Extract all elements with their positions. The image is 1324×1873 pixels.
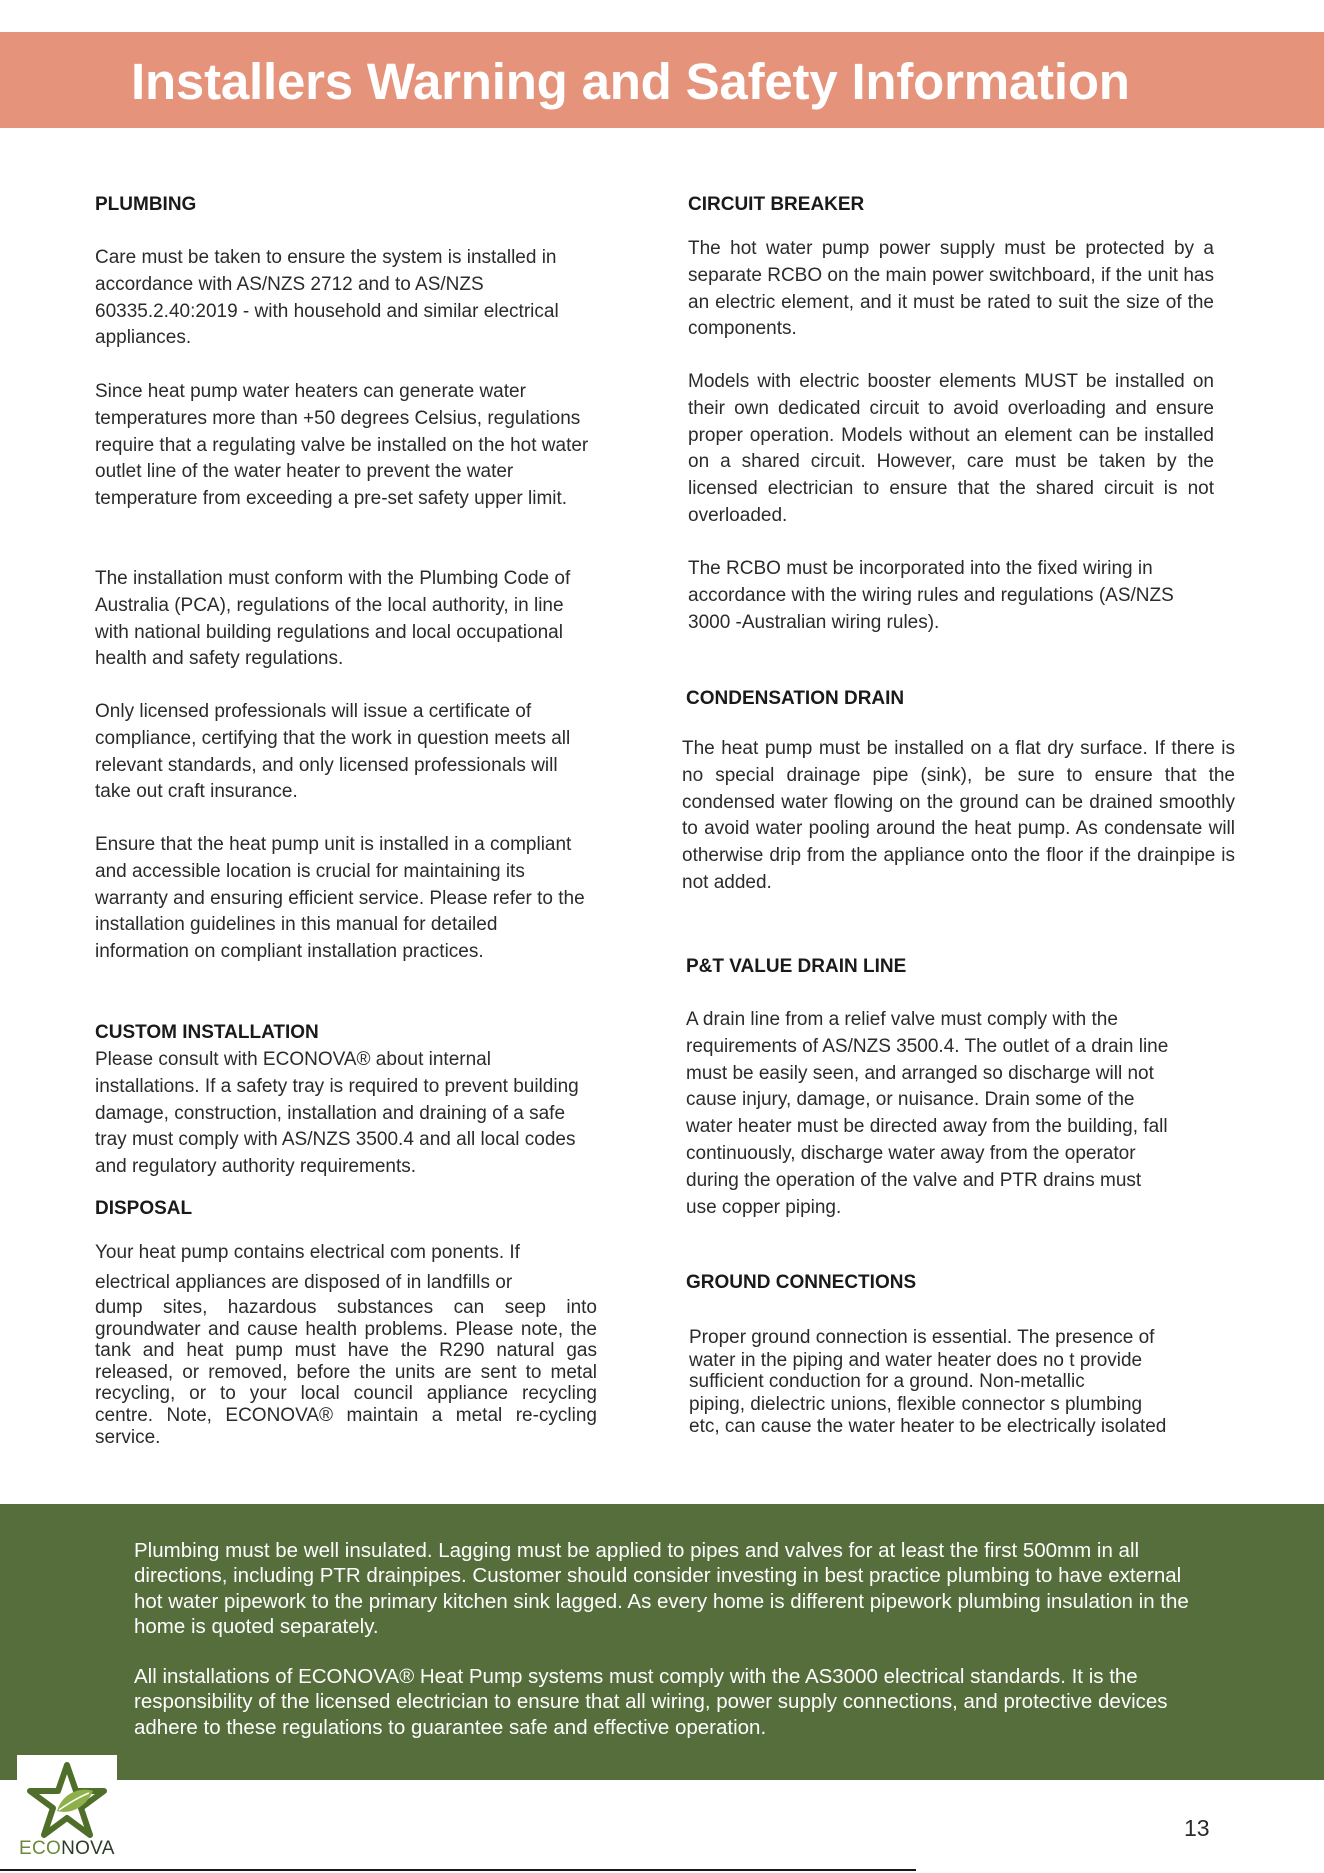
insulation-notice-paragraph: Plumbing must be well insulated. Lagging must be applied to pipes and valves for at least the first 500mm in all directions, including PTR drainpipes. Customer should consider investing in best practice plumbing to have external hot water pipework to the primary kitchen sink lagged. As every home is different pipework plumbing insulation in the home is quoted separately. (134, 1539, 1189, 1639)
custom-installation-heading: CUSTOM INSTALLATION (95, 1022, 319, 1043)
condensation-drain-heading: CONDENSATION DRAIN (686, 688, 905, 709)
ground-line-5: etc, can cause the water heater to be electrically isolated (689, 1416, 1167, 1437)
plumbing-paragraph-5: Ensure that the heat pump unit is installed in a compliant and accessible location is crucial for maintaining its warranty and ensuring efficient service. Please refer to the installation guidelines in this manual for detailed information on compliant installation practices. (95, 834, 585, 963)
plumbing-paragraph-4: Only licensed professionals will issue a certificate of compliance, certifying that the work in question meets all relevant standards, and only licensed professionals will take out craft insurance. (95, 701, 571, 803)
disposal-heading: DISPOSAL (95, 1198, 193, 1219)
logo-nova: NOVA (61, 1838, 115, 1859)
disposal-line-1: Your heat pump contains electrical com ponents. If (95, 1242, 520, 1263)
custom-installation-paragraph: Please consult with ECONOVA® about internal installations. If a safety tray is required to prevent building damage, construction, installation and draining of a safe tray must comply with AS/NZS 3500.4 and all local codes and regulatory authority requirements. (95, 1049, 579, 1178)
bottom-rule (0, 1869, 916, 1871)
circuit-breaker-paragraph-1: The hot water pump power supply must be protected by a separate RCBO on the main power switchboard, if the unit has an electric element, and it must be rated to suit the size of the components. (688, 238, 1214, 340)
disposal-paragraph: dump sites, hazardous substances can seep into groundwater and cause health problems. Please note, the tank and heat pump must have the R290 natural gas released, or removed, before the units are sent to metal recycling, or to your local council appliance recycling centre. Note, ECONOVA® maintain a metal re-cycling service. (95, 1297, 597, 1448)
insulation-notice-band (0, 1504, 1324, 1780)
ground-line-1: Proper ground connection is essential. The presence of (689, 1327, 1155, 1348)
pt-valve-paragraph: A drain line from a relief valve must comply with the requirements of AS/NZS 3500.4. The outlet of a drain line must be easily seen, and arranged so discharge will not cause injury, damage, or nuisance. Drain some of the water heater must be directed away from the building, fall continuously, discharge water away from the operator during the operation of the valve and PTR drains must use copper piping. (686, 1009, 1169, 1218)
ground-connections-heading: GROUND CONNECTIONS (686, 1272, 917, 1293)
star-leaf-icon (27, 1761, 107, 1841)
plumbing-paragraph-1: Care must be taken to ensure the system is installed in accordance with AS/NZS 2712 and to AS/NZS 60335.2.40:2019 - with household and similar electrical appliances. (95, 247, 559, 349)
ground-line-2: water in the piping and water heater does no t provide (689, 1350, 1143, 1371)
ground-line-4: piping, dielectric unions, flexible connector s plumbing (689, 1394, 1143, 1415)
title-banner (0, 32, 1324, 128)
page-title: Installers Warning and Safety Information (131, 53, 1130, 110)
logo-eco: ECO (19, 1838, 62, 1859)
circuit-breaker-paragraph-3: The RCBO must be incorporated into the fixed wiring in accordance with the wiring rules and regulations (AS/NZS 3000 -Australian wiring rules). (688, 558, 1174, 633)
plumbing-heading: PLUMBING (95, 194, 197, 215)
ground-line-3: sufficient conduction for a ground. Non-metallic (689, 1371, 1085, 1392)
electrical-standards-paragraph: All installations of ECONOVA® Heat Pump systems must comply with the AS3000 electrical standards. It is the responsibility of the licensed electrician to ensure that all wiring, power supply connections, and protective devices adhere to these regulations to guarantee safe and effective operation. (134, 1665, 1168, 1739)
circuit-breaker-heading: CIRCUIT BREAKER (688, 194, 865, 215)
circuit-breaker-paragraph-2: Models with electric booster elements MUST be installed on their own dedicated circuit to avoid overloading and ensure proper operation. Models without an element can be installed on a shared circuit. However, care must be taken by the licensed electrician to ensure that the shared circuit is not overloaded. (688, 371, 1214, 526)
condensation-drain-paragraph: The heat pump must be installed on a flat dry surface. If there is no special drainage pipe (sink), be sure to ensure that the condensed water flowing on the ground can be drained smoothly to avoid water pooling around the heat pump. As condensate will otherwise drip from the appliance onto the floor if the drainpipe is not added. (682, 738, 1235, 893)
plumbing-paragraph-3: The installation must conform with the Plumbing Code of Australia (PCA), regulations of the local authority, in line with national building regulations and local occupational health and safety regulations. (95, 568, 571, 670)
logo-wordmark (19, 1838, 115, 1860)
disposal-line-2: electrical appliances are disposed of in landfills or (95, 1272, 513, 1293)
page-number: 13 (1184, 1815, 1210, 1841)
pt-valve-heading: P&T VALUE DRAIN LINE (686, 956, 907, 977)
plumbing-paragraph-2: Since heat pump water heaters can generate water temperatures more than +50 degrees Celsius, regulations require that a regulating valve be installed on the hot water outlet line of the water heater to prevent the water temperature from exceeding a pre-set safety upper limit. (95, 381, 589, 510)
